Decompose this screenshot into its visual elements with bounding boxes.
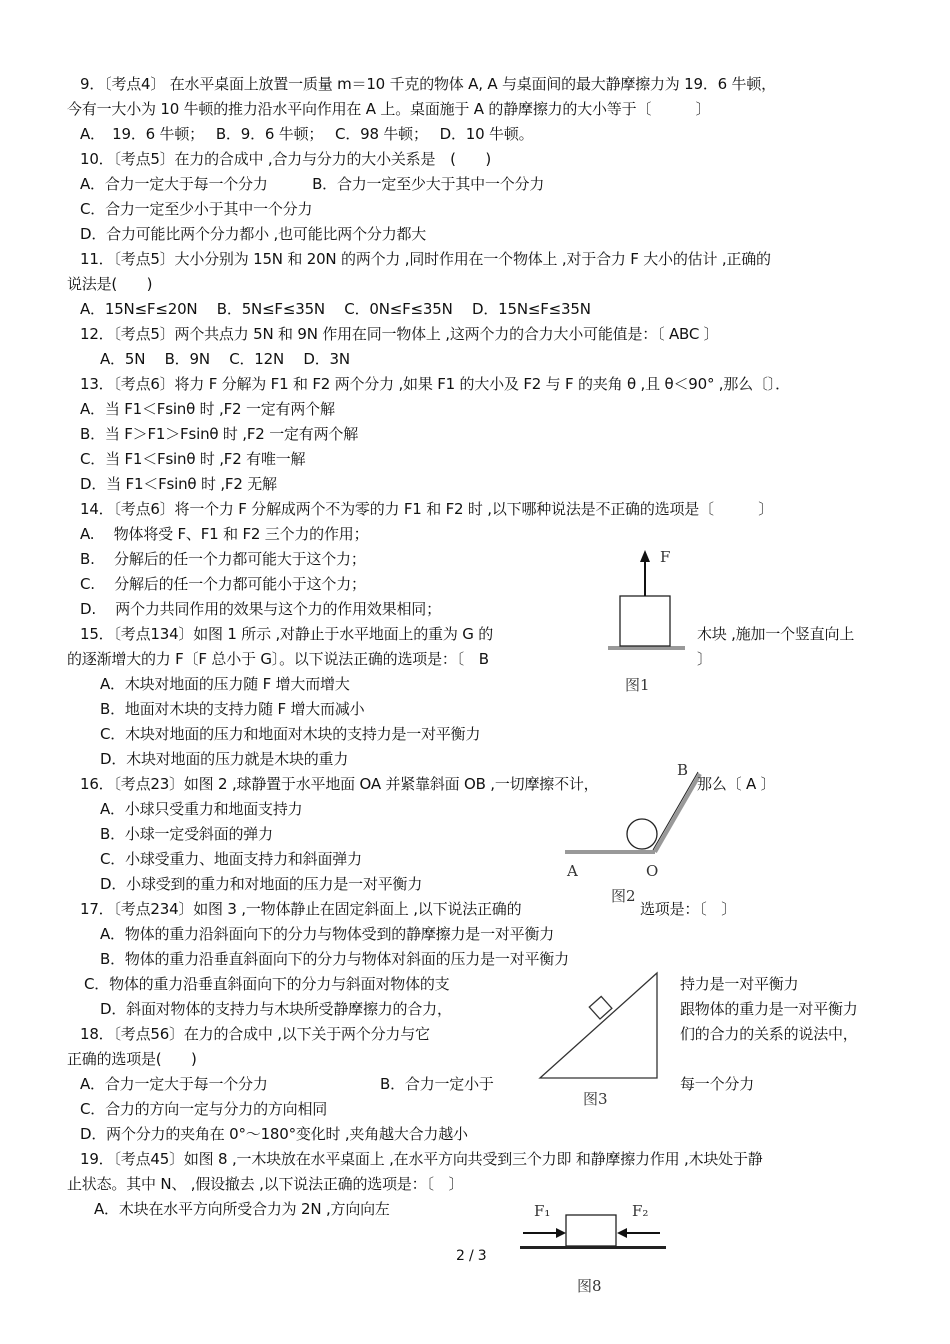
text-line: 17．〔考点234〕如图 3 ,一物体静止在固定斜面上 ,以下说法正确的: [80, 900, 522, 918]
text-line: 18．〔考点56〕在力的合成中 ,以下关于两个分力与它: [80, 1025, 430, 1043]
text-line: B．合力一定小于: [380, 1075, 494, 1093]
fig2-label-o: O: [646, 862, 659, 880]
text-line: C．合力一定至少小于其中一个分力: [80, 200, 313, 218]
fig2-label-a: A: [567, 862, 578, 880]
text-line: 〕: [697, 650, 712, 668]
text-line: 选项是：〔 〕: [640, 900, 737, 918]
text-line: 12．〔考点5〕两个共点力 5N 和 9N 作用在同一物体上 ,这两个力的合力大小可能值是：〔 ABC 〕: [80, 325, 719, 343]
text-line: 今有一大小为 10 牛顿的推力沿水平向作用在 A 上。桌面施于 A 的静摩擦力的大小等于〔 〕: [67, 100, 711, 118]
text-line: A．合力一定大于每一个分力: [80, 1075, 268, 1093]
fig2-caption: 图2: [611, 887, 636, 905]
text-line: A．物体的重力沿斜面向下的分力与物体受到的静摩擦力是一对平衡力: [100, 925, 555, 943]
text-line: D．两个分力的夹角在 0°～180°变化时 ,夹角越大合力越小: [80, 1125, 468, 1143]
arrow-up-icon: [640, 550, 650, 562]
text-line: A. 物体将受 F、F1 和 F2 三个力的作用；: [80, 525, 369, 543]
text-line: 10．〔考点5〕在力的合成中 ,合力与分力的大小关系是 ( ): [80, 150, 491, 168]
text-line: 跟物体的重力是一对平衡力: [680, 1000, 858, 1018]
text-line: 9．〔考点4〕 在水平桌面上放置一质量 m＝10 千克的物体 A, A 与桌面间的最大静摩擦力为 19．6 牛顿，: [80, 75, 776, 93]
arrow-right-icon: [556, 1228, 566, 1238]
text-line: C. 分解后的任一个力都可能小于这个力；: [80, 575, 366, 593]
text-line: A．小球只受重力和地面支持力: [100, 800, 303, 818]
text-line: 每一个分力: [680, 1075, 755, 1093]
fig1-caption: 图1: [625, 676, 650, 694]
figure-8-block-two-forces: [520, 1215, 666, 1249]
text-line: A．当 F1＜Fsinθ 时 ,F2 一定有两个解: [80, 400, 335, 418]
text-line: 持力是一对平衡力: [680, 975, 799, 993]
text-line: C．物体的重力沿垂直斜面向下的分力与斜面对物体的支: [84, 975, 450, 993]
arrow-left-icon: [617, 1228, 627, 1238]
text-line: B．当 F＞F1＞Fsinθ 时 ,F2 一定有两个解: [80, 425, 358, 443]
text-line: A．15N≤F≤20N B．5N≤F≤35N C．0N≤F≤35N D．15N≤F≤35N: [80, 300, 591, 318]
text-line: 正确的选项是( ): [67, 1050, 197, 1068]
text-line: C．当 F1＜Fsinθ 时 ,F2 有唯一解: [80, 450, 306, 468]
fig8-caption: 图8: [577, 1277, 602, 1295]
text-line: 那么〔 A 〕: [697, 775, 776, 793]
text-line: B．小球一定受斜面的弹力: [100, 825, 273, 843]
fig1-force-label: F: [660, 548, 671, 566]
text-line: 说法是( ): [67, 275, 153, 293]
text-line: D．斜面对物体的支持力与木块所受静摩擦力的合力，: [100, 1000, 452, 1018]
figure-3-incline-block: [540, 973, 657, 1078]
fig8-f1-label: F₁: [534, 1202, 551, 1220]
text-line: B．物体的重力沿垂直斜面向下的分力与物体对斜面的压力是一对平衡力: [100, 950, 569, 968]
text-line: D．小球受到的重力和对地面的压力是一对平衡力: [100, 875, 423, 893]
text-line: 11．〔考点5〕大小分别为 15N 和 20N 的两个力 ,同时作用在一个物体上 ,对于合力 F 大小的估计 ,正确的: [80, 250, 771, 268]
text-line: A．木块在水平方向所受合力为 2N ,方向向左: [94, 1200, 390, 1218]
fig3-caption: 图3: [583, 1090, 608, 1108]
text-line: 15．〔考点134〕如图 1 所示 ,对静止于水平地面上的重为 G 的: [80, 625, 493, 643]
text-line: A．合力一定大于每一个分力 B．合力一定至少大于其中一个分力: [80, 175, 545, 193]
figure-1-block-with-force: [608, 550, 685, 650]
text-line: 19．〔考点45〕如图 8 ,一木块放在水平桌面上 ,在水平方向共受到三个力即 和静摩擦力作用 ,木块处于静: [80, 1150, 763, 1168]
text-line: 14．〔考点6〕将一个力 F 分解成两个不为零的力 F1 和 F2 时 ,以下哪种说法是不正确的选项是〔 〕: [80, 500, 774, 518]
text-line: B. 分解后的任一个力都可能大于这个力；: [80, 550, 366, 568]
text-line: 木块 ,施加一个竖直向上: [697, 625, 855, 643]
text-line: B．地面对木块的支持力随 F 增大而减小: [100, 700, 365, 718]
text-line: A．木块对地面的压力随 F 增大而增大: [100, 675, 350, 693]
text-line: D．合力可能比两个分力都小 ,也可能比两个分力都大: [80, 225, 427, 243]
text-line: 16．〔考点23〕如图 2 ,球静置于水平地面 OA 并紧靠斜面 OB ,一切摩擦不计，: [80, 775, 599, 793]
text-line: D．木块对地面的压力就是木块的重力: [100, 750, 349, 768]
text-line: A． 19．6 牛顿； B．9．6 牛顿； C．98 牛顿； D．10 牛顿。: [80, 125, 534, 143]
text-line: A．5N B．9N C．12N D．3N: [100, 350, 350, 368]
text-line: D. 两个力共同作用的效果与这个力的作用效果相同；: [80, 600, 441, 618]
text-line: 止状态。其中 N、 ,假设撤去 ,以下说法正确的选项是：〔 〕: [67, 1175, 464, 1193]
fig8-f2-label: F₂: [632, 1202, 649, 1220]
text-line: 13．〔考点6〕将力 F 分解为 F1 和 F2 两个分力 ,如果 F1 的大小及 F2 与 F 的夹角 θ ,且 θ＜90° ,那么〔〕．: [80, 375, 790, 393]
text-line: 们的合力的关系的说法中，: [680, 1025, 858, 1043]
text-line: C．小球受重力、地面支持力和斜面弹力: [100, 850, 362, 868]
fig2-label-b: B: [677, 761, 689, 779]
text-line: D．当 F1＜Fsinθ 时 ,F2 无解: [80, 475, 277, 493]
page-number: 2 / 3: [456, 1248, 487, 1264]
text-line: C．合力的方向一定与分力的方向相同: [80, 1100, 328, 1118]
text-line: C．木块对地面的压力和地面对木块的支持力是一对平衡力: [100, 725, 481, 743]
text-line: 的逐渐增大的力 F〔F 总小于 G〕。以下说法正确的选项是：〔 B: [67, 650, 489, 668]
